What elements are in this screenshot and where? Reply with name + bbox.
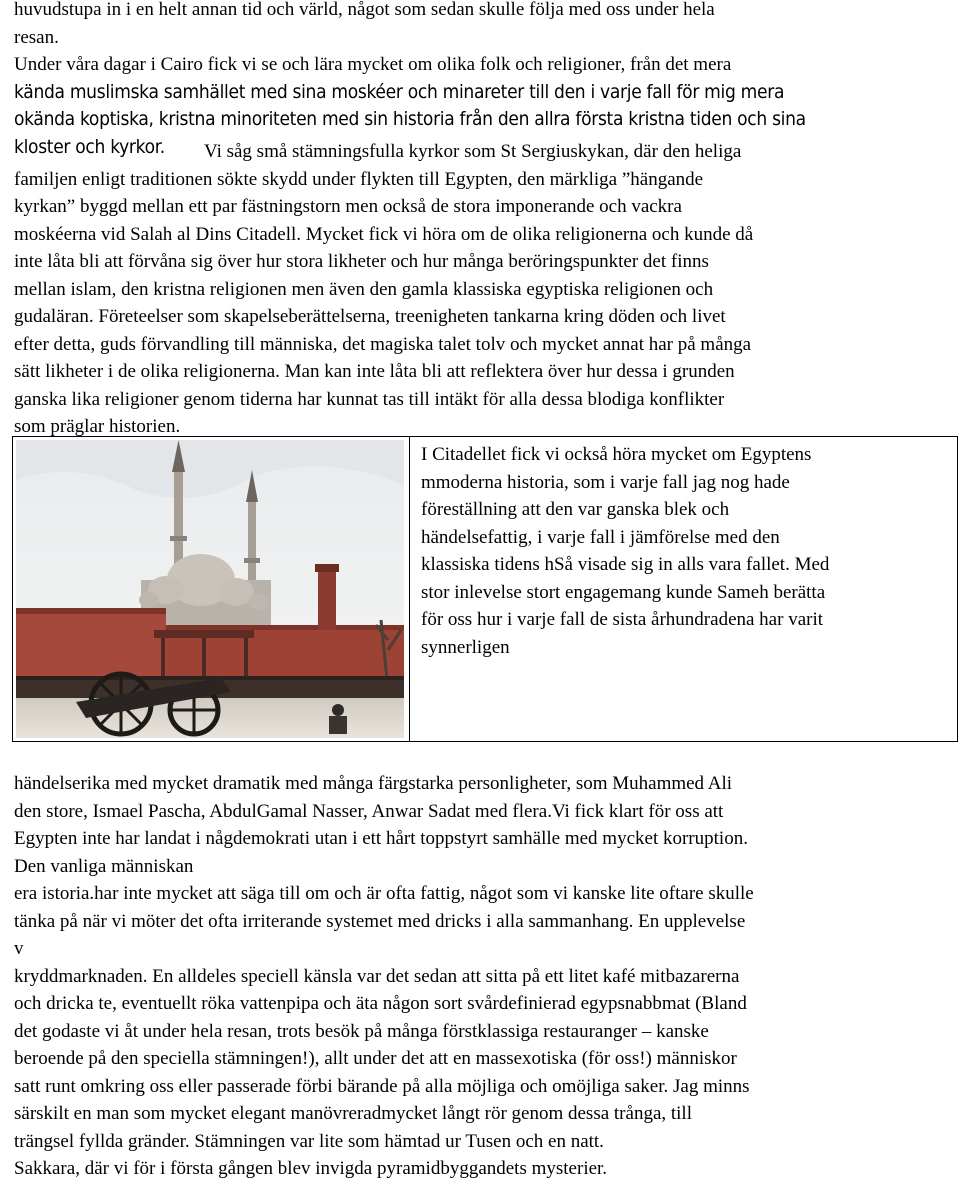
body-text-top-continued [14,138,948,441]
figure-table [12,436,958,742]
body-text-bottom [14,770,948,1183]
figure-caption: I Citadellet fick vi också höra mycket om Egyptens mmoderna historia, som i varje fall jag nog hade föreställning att den var ganska blek och händelsefattig, i varje fall i jämförelse med den klassiska tidens hSå visade sig in alls vara fallet. Med stor inlevelse stort engagemang kunde Sameh berätta för oss hur i varje fall de sista århundradena har varit synnerligen [421,444,830,658]
mosque-citadel-photo [16,440,404,738]
paragraph-sans: kända muslimska samhället med sina moskéer och minareter till den i varje fall för mig mera okända koptiska, kristna minoriteten med sin historia från den allra första kristna tiden och sina kloster och kyrkor. [14,80,806,158]
figure-divider [409,437,410,741]
mosque-citadel-photo-icon [16,440,404,738]
paragraph-bottom: händelserika med mycket dramatik med många färgstarka personligheter, som Muhammed Ali den store, Ismael Pascha, AbdulGamal Nasser, Anwar Sadat med flera.Vi fick klart för oss att Egypten inte har landat i någdemokrati utan i ett hårt toppstyrt samhälle med mycket korruption. Den vanliga människan era istoria.har inte mycket att säga till om och är ofta fattig, något som vi kanske lite oftare skulle tänka på när vi möter det ofta irriterande systemet med dricks i alla sammanhang. En upplevelse v kryddmarknaden. En alldeles speciell känsla var det sedan att sitta på ett litet kafé mitbazarerna och dricka te, eventuellt röka vattenpipa och äta någon sort svårdefinierad egypsnabbmat (Bland det godaste vi åt under hela resan, trots besök på många förstklassiga restauranger – kanske beroende på den speciella stämningen!), allt under det att en massexotiska (för oss!) människor satt runt omkring oss eller passerade förbi bärande på alla möjliga och omöjliga saker. Jag minns särskilt en man som mycket elegant manövreradmycket långt rör genom dessa trånga, till trängsel fyllda gränder. Stämningen var lite som hämtad ur Tusen och en natt. Sakkara, där vi för i första gången blev invigda pyramidbyggandets mysterier. [14,773,754,1179]
paragraph-serif-2: Vi såg små stämningsfulla kyrkor som St Sergiuskykan, där den heliga familjen enligt traditionen sökte skydd under flykten till Egypten, den märkliga ”hängande kyrkan” byggd mellan ett par fästningstorn men också de stora imponerande och vackra moskéerna vid Salah al Dins Citadell. Mycket fick vi höra om de olika religionerna och kunde då inte låta bli att förvåna sig över hur stora likheter och hur många beröringspunkter det finns mellan islam, den kristna religionen men även den gamla klassiska egyptiska religionen och gudaläran. Företeelser som skapelseberättelserna, treenigheten tankarna kring döden och livet efter detta, guds förvandling till människa, det magiska talet tolv och mycket annat har på många sätt likheter i de olika religionerna. Man kan inte låta bli att reflektera över hur dessa i grunden ganska lika religioner genom tiderna har kunnat tas till intäkt för alla dessa blodiga konflikter som präglar historien. [14,141,754,437]
body-text-top [14,0,948,161]
paragraph-serif-1: huvudstupa in i en helt annan tid och värld, något som sedan skulle följa med oss under hela resan. Under våra dagar i Cairo fick vi se och lära mycket om olika folk och religioner, från det mera [14,0,732,75]
